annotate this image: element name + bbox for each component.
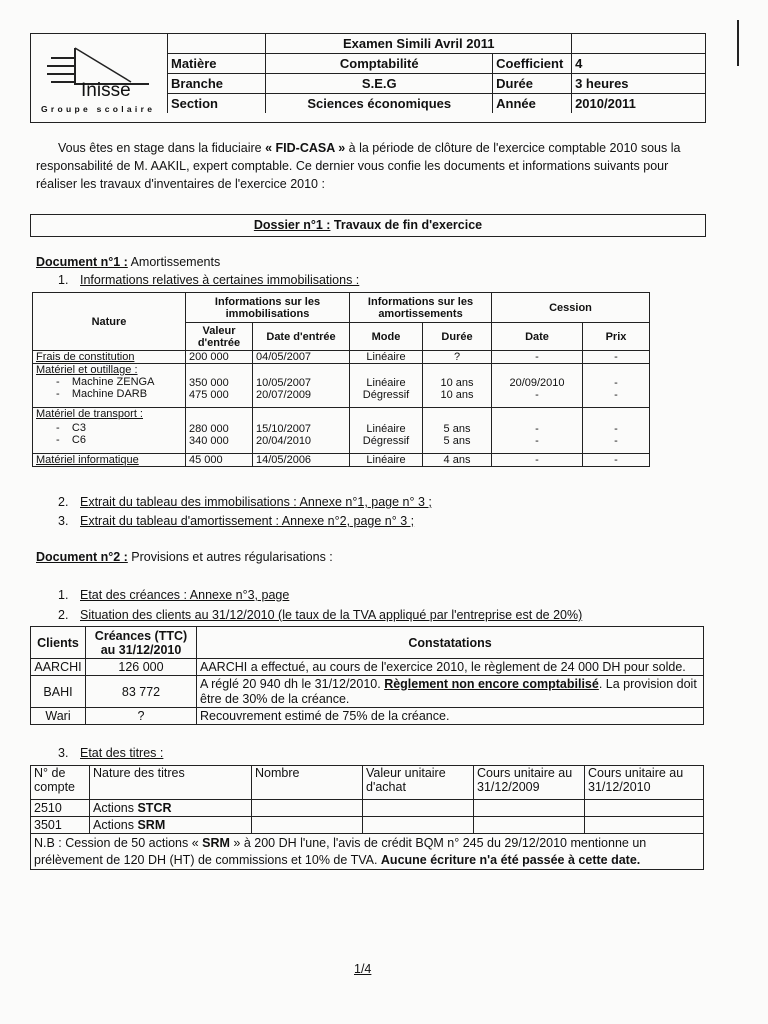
value: 280 000 [189,423,229,435]
th-duree: Durée [423,323,492,351]
cell-nature [90,800,252,817]
table-row [31,659,704,676]
cell-nature [90,817,252,834]
th-valeur-achat: Valeur unitaire d'achat [363,766,474,800]
sub-item: - Machine DARB [56,388,148,400]
dossier-title: Travaux de fin d'exercice [330,218,483,232]
th-nombre: Nombre [252,766,363,800]
th-cours-2009: Cours unitaire au 31/12/2009 [474,766,585,800]
titre-prefix: Actions [93,818,138,832]
cell-valeur: 45 000 [186,454,253,467]
cell-constatation: Recouvrement estimé de 75% de la créance. [197,708,704,725]
nb-text-2: » à 200 DH l'une, l'avis de crédit BQM n° 245 du 29/12/2010 mentionne un [229,835,647,850]
label-section: Section [168,94,266,114]
label-branche: Branche [168,74,266,94]
table-row [33,351,650,364]
cell-mode [350,364,423,408]
table-row [33,454,650,467]
cell-date [253,364,350,408]
th-numero-compte: N° de compte [31,766,90,800]
doc2-item-1 [58,588,289,602]
dossier-heading [30,214,706,237]
value: 475 000 [189,389,229,401]
th-constatations: Constatations [197,627,704,659]
value: 5 ans [443,423,471,435]
value: Linéaire [366,377,406,389]
table-row [33,408,650,454]
value: 350 000 [189,377,229,389]
doc1-item-3-text: Extrait du tableau d'amortissement : Annexe n°2, page n° 3 ; [80,514,415,528]
value: 10 ans [440,377,474,389]
value: 20/09/2010 [509,377,565,389]
intro-line-3: réaliser les travaux d'inventaires de l'exercice 2010 : [36,177,325,191]
clients-table [30,626,704,725]
document-1-label: Document n°1 : [36,255,128,269]
value: 5 ans [443,435,471,447]
constat-emphasis: Règlement non encore comptabilisé [384,676,599,691]
cell-creance: 126 000 [86,659,197,676]
th-date: Date [492,323,583,351]
th-nature-titres: Nature des titres [90,766,252,800]
value-annee: 2010/2011 [572,94,705,114]
value: - [535,435,539,447]
school-logo [39,42,167,116]
cell-prix: - [583,454,650,467]
cell-cession-date: - [492,454,583,467]
value: Dégressif [362,389,410,401]
page-number: 1/4 [354,962,372,976]
titre-prefix: Actions [93,801,138,815]
value: 15/10/2007 [256,423,312,435]
value: - [614,377,618,389]
doc2-item-1-text: Etat des créances : Annexe n°3, page [80,588,290,602]
th-valeur: Valeur d'entrée [186,323,253,351]
cell-empty [252,800,363,817]
th-date-entree: Date d'entrée [253,323,350,351]
doc1-item-3 [58,514,414,528]
cell-creance: ? [86,708,197,725]
label-annee: Année [493,94,572,114]
dossier-label: Dossier n°1 : [253,218,331,232]
titre-name: SRM [137,818,166,832]
value: 340 000 [189,435,229,447]
sub-item: - C3 [56,422,86,434]
doc2-item-2-num: 2. [58,608,69,622]
value: - [535,389,539,401]
table-row [31,817,704,834]
value: 20/04/2010 [256,435,312,447]
group-label: Matériel de transport : [36,408,143,420]
doc1-item-2-num: 2. [58,495,69,509]
cell-valeur [186,364,253,408]
doc1-item-2 [58,495,432,509]
cell-cession-date: - [492,351,583,364]
cell-prix [583,364,650,408]
cell-date [253,408,350,454]
cell-nature [33,408,186,454]
logo-brand: Inisse [81,80,131,101]
document-2-heading [36,550,333,564]
cell-empty [474,800,585,817]
value: - [614,389,618,401]
cell-client: BAHI [31,676,86,708]
sub-item-label: C6 [71,434,86,446]
value: - [535,423,539,435]
cell-nature: Matériel informatique [33,454,186,467]
cell-empty [252,817,363,834]
value-duree: 3 heures [572,74,705,94]
table-row [31,708,704,725]
cell-constatation [197,676,704,708]
cell-client: Wari [31,708,86,725]
cell-duree: ? [423,351,492,364]
value-matiere: Comptabilité [266,54,493,74]
cell-compte: 3501 [31,817,90,834]
intro-text-2: à la période de clôture de l'exercice comptable 2010 sous la [345,141,681,155]
th-nature: Nature [33,293,186,351]
value: Dégressif [362,435,410,447]
doc1-item-1 [58,273,359,287]
doc1-item-2-text: Extrait du tableau des immobilisations : Annexe n°1, page n° 3 ; [80,495,432,509]
document-2-label: Document n°2 : [36,550,128,564]
nb-note [31,834,704,870]
sub-item: - C6 [56,434,86,446]
cell-mode: Linéaire [350,351,423,364]
label-matiere: Matière [168,54,266,74]
th-cours-2010: Cours unitaire au 31/12/2010 [585,766,704,800]
nb-text-1: N.B : Cession de 50 actions « [34,835,203,850]
cell-empty [363,800,474,817]
cell-duree [423,364,492,408]
cell-valeur [186,408,253,454]
value: - [614,423,618,435]
exam-title: Examen Simili Avril 2011 [266,34,572,54]
value: 20/07/2009 [256,389,312,401]
th-cession: Cession [492,293,650,323]
nb-row [31,834,704,870]
value: Linéaire [366,423,406,435]
titres-table [30,765,704,870]
cell-mode [350,408,423,454]
doc1-item-1-text: Informations relatives à certaines immobilisations : [80,273,360,287]
cell-valeur: 200 000 [186,351,253,364]
cell-empty [474,817,585,834]
doc2-item-3 [58,746,163,760]
sub-item-label: Machine DARB [71,388,148,400]
th-creances: Créances (TTC) au 31/12/2010 [86,627,197,659]
table-row [31,800,704,817]
cell-date: 04/05/2007 [253,351,350,364]
cell-empty [363,817,474,834]
value-branche: S.E.G [266,74,493,94]
exam-header [30,33,706,123]
value: 10 ans [440,389,474,401]
intro-line-2: responsabilité de M. AAKIL, expert comptable. Ce dernier vous confie les documents et informations suivants pour [36,159,669,173]
cell-constatation: AARCHI a effectué, au cours de l'exercice 2010, le règlement de 24 000 DH pour solde. [197,659,704,676]
nb-bold: Aucune écriture n'a été passée à cette date. [380,852,641,867]
value-section: Sciences économiques [266,94,493,114]
cell-prix [583,408,650,454]
constat-text: A réglé 20 940 dh le 31/12/2010. [200,676,385,691]
th-amort: Informations sur les amortissements [350,293,492,323]
label-duree: Durée [493,74,572,94]
doc2-item-2 [58,608,582,622]
cell-duree [423,408,492,454]
doc2-item-2-text: Situation des clients au 31/12/2010 (le taux de la TVA appliqué par l'entreprise est de 20%) [80,608,583,622]
document-1-heading [36,255,220,269]
cell-client: AARCHI [31,659,86,676]
intro-line-1 [36,139,716,157]
label-coefficient: Coefficient [493,54,572,74]
table-row [33,364,650,408]
doc2-item-3-text: Etat des titres : [80,746,164,760]
cell-creance: 83 772 [86,676,197,708]
group-label: Matériel et outillage : [36,364,138,376]
cell-nature: Frais de constitution [33,351,186,364]
cell-mode: Linéaire [350,454,423,467]
sub-item-label: Machine ZENGA [71,376,155,388]
document-2-title: Provisions et autres régularisations : [127,550,333,564]
th-immo: Informations sur les immobilisations [186,293,350,323]
value-coefficient: 4 [572,54,705,74]
cell-date: 14/05/2006 [253,454,350,467]
value: 10/05/2007 [256,377,312,389]
cell-duree: 4 ans [423,454,492,467]
immobilisations-table [32,292,650,467]
doc1-item-3-num: 3. [58,514,69,528]
nb-text-3: prélèvement de 120 DH (HT) de commissions et 10% de TVA. [34,852,381,867]
value: - [614,435,618,447]
nb-srm: SRM [202,835,230,850]
cell-prix: - [583,351,650,364]
header-table [167,34,705,113]
titre-name: STCR [137,801,172,815]
cell-cession-date [492,408,583,454]
th-clients: Clients [31,627,86,659]
company-name: « FID-CASA » [265,141,346,155]
cell-compte: 2510 [31,800,90,817]
constat-text-end: . La provision doit être de 30% de la créance. [200,676,697,706]
cell-empty [585,817,704,834]
document-1-title: Amortissements [127,255,221,269]
doc2-item-3-num: 3. [58,746,69,760]
cell-nature [33,364,186,408]
doc2-item-1-num: 1. [58,588,69,602]
sub-item-label: C3 [71,422,86,434]
th-prix: Prix [583,323,650,351]
intro-paragraph [36,139,716,193]
cell-cession-date [492,364,583,408]
doc1-item-1-num: 1. [58,273,69,287]
cell-empty [585,800,704,817]
sub-item: - Machine ZENGA [56,376,155,388]
table-row [31,676,704,708]
intro-text-1: Vous êtes en stage dans la fiduciaire [58,141,266,155]
logo-tagline: Groupe scolaire [41,104,156,114]
scan-edge-mark [737,20,739,66]
th-mode: Mode [350,323,423,351]
